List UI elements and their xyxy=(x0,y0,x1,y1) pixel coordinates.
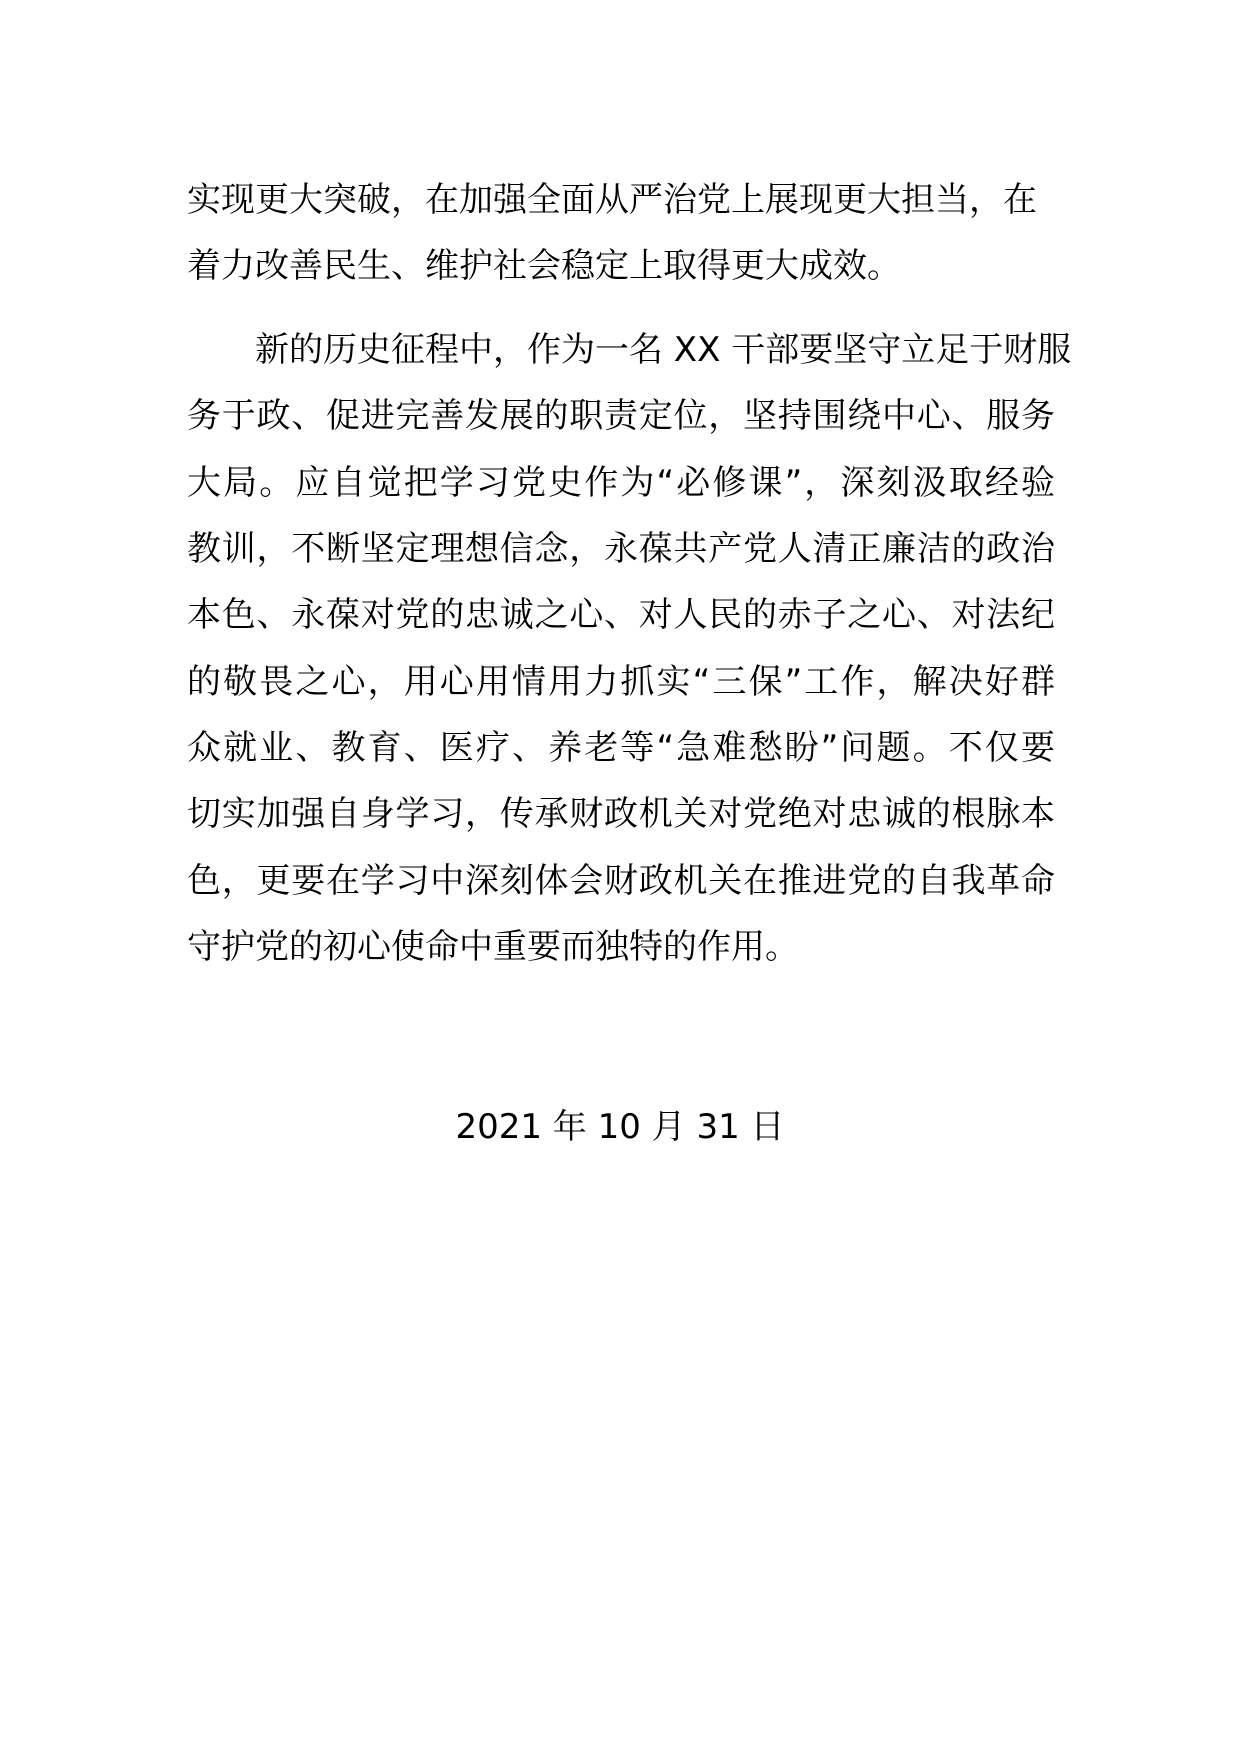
text-line: 的敬畏之心，用心用情用力抓实“三保”工作，解决好群 xyxy=(187,662,1055,702)
text-line: 色，更要在学习中深刻体会财政机关在推进党的自我革命 xyxy=(187,861,1055,901)
document-date: 2021 年 10 月 31 日 xyxy=(455,1107,785,1147)
text-line: 新的历史征程中，作为一名 XX 干部要坚守立足于财服 xyxy=(255,330,1072,370)
text-line: 切实加强自身学习，传承财政机关对党绝对忠诚的根脉本 xyxy=(187,794,1055,834)
text-line: 实现更大突破，在加强全面从严治党上展现更大担当，在 xyxy=(187,180,1037,220)
text-line: 务于政、促进完善发展的职责定位，坚持围绕中心、服务 xyxy=(187,396,1055,436)
text-line: 本色、永葆对党的忠诚之心、对人民的赤子之心、对法纪 xyxy=(187,595,1055,635)
text-line: 着力改善民生、维护社会稳定上取得更大成效。 xyxy=(187,246,901,286)
text-line: 众就业、教育、医疗、养老等“急难愁盼”问题。不仅要 xyxy=(187,728,1055,768)
text-line: 教训，不断坚定理想信念，永葆共产党人清正廉洁的政治 xyxy=(187,529,1055,569)
text-line: 守护党的初心使命中重要而独特的作用。 xyxy=(187,927,799,967)
text-line: 大局。应自觉把学习党史作为“必修课”，深刻汲取经验 xyxy=(187,463,1055,503)
